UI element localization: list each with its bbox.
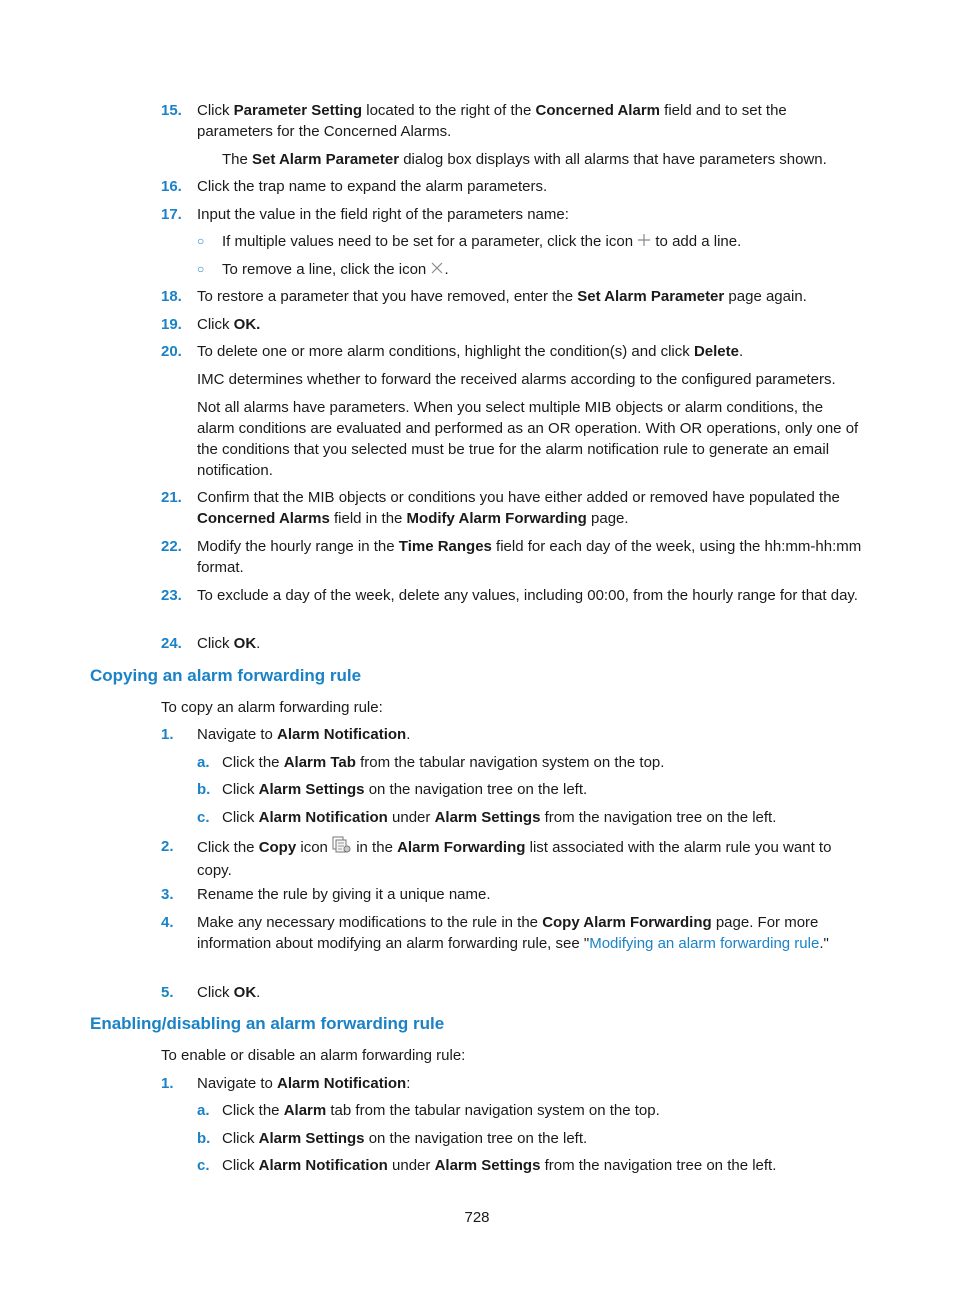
step-text: To restore a parameter that you have removed, enter the Set Alarm Parameter page again. — [197, 288, 807, 305]
substep-letter: b. — [197, 1130, 211, 1147]
step-text: To exclude a day of the week, delete any values, including 00:00, from the hourly range for that day. — [197, 587, 858, 604]
step-text: Click OK. — [197, 984, 261, 1001]
step-text: Make any necessary modifications to the rule in the Copy Alarm Forwarding page. For more information about modifying an alarm forwarding rule, see "Modifying an alarm forwarding rule." — [197, 914, 829, 952]
step-number: 1. — [161, 726, 174, 743]
section-heading: Enabling/disabling an alarm forwarding rule — [90, 1014, 445, 1033]
step-number: 24. — [161, 635, 182, 652]
page-number: 728 — [464, 1209, 490, 1226]
step-number: 22. — [161, 538, 182, 555]
step-number: 18. — [161, 288, 182, 305]
bullet-text: To remove a line, click the icon . — [222, 259, 864, 281]
step-text: Navigate to Alarm Notification: — [197, 1075, 411, 1092]
step-text: Modify the hourly range in the Time Ranges field for each day of the week, using the hh:mm-hh:mm format. — [197, 538, 862, 576]
step-number: 2. — [161, 838, 174, 855]
step-number: 21. — [161, 489, 182, 506]
bullet-text: If multiple values need to be set for a parameter, click the icon to add a line. — [222, 231, 864, 253]
bullet-icon: ○ — [197, 234, 205, 248]
step-text: Input the value in the field right of the parameters name: — [197, 206, 569, 223]
step-number: 4. — [161, 914, 174, 931]
substep-text: Click Alarm Settings on the navigation tree on the left. — [222, 1130, 588, 1147]
section-intro: To copy an alarm forwarding rule: — [161, 699, 383, 716]
step-number: 3. — [161, 886, 174, 903]
step-paragraph: Not all alarms have parameters. When you select multiple MIB objects or alarm conditions, the alarm conditions are evaluated and performed as an OR operation. With OR operations, only one of the conditions that you selected must be true for the alarm notification rule to generate an email notification. — [197, 399, 859, 479]
cross-reference-link[interactable]: Modifying an alarm forwarding rule — [589, 935, 820, 952]
substep-letter: c. — [197, 809, 210, 826]
plus-icon — [637, 232, 651, 253]
substep-text: Click Alarm Notification under Alarm Settings from the navigation tree on the left. — [222, 1157, 777, 1174]
step-number: 16. — [161, 178, 182, 195]
step-text: Click the Copy icon in the Alarm Forwarding list associated with the alarm rule you want to copy. — [197, 836, 864, 881]
step-text: Click the trap name to expand the alarm parameters. — [197, 178, 548, 195]
step-text: Navigate to Alarm Notification. — [197, 726, 411, 743]
substep-text: Click Alarm Notification under Alarm Settings from the navigation tree on the left. — [222, 809, 777, 826]
section-intro: To enable or disable an alarm forwarding rule: — [161, 1047, 466, 1064]
substep-letter: a. — [197, 1102, 210, 1119]
step-number: 20. — [161, 343, 182, 360]
bullet-icon: ○ — [197, 262, 205, 276]
section-heading: Copying an alarm forwarding rule — [90, 666, 362, 685]
copy-icon — [332, 836, 352, 860]
substep-text: Click the Alarm Tab from the tabular navigation system on the top. — [222, 754, 665, 771]
step-paragraph: IMC determines whether to forward the received alarms according to the configured parameters. — [197, 371, 836, 388]
step-number: 1. — [161, 1075, 174, 1092]
step-text: Click OK. — [197, 635, 261, 652]
step-number: 19. — [161, 316, 182, 333]
step-number: 5. — [161, 984, 174, 1001]
step-text: Rename the rule by giving it a unique name. — [197, 886, 491, 903]
x-icon — [430, 260, 444, 281]
step-text: To delete one or more alarm conditions, highlight the condition(s) and click Delete. — [197, 343, 744, 360]
step-number: 23. — [161, 587, 182, 604]
step-note: The Set Alarm Parameter dialog box displays with all alarms that have parameters shown. — [222, 151, 827, 168]
substep-letter: c. — [197, 1157, 210, 1174]
substep-letter: a. — [197, 754, 210, 771]
step-number: 15. — [161, 102, 182, 119]
substep-text: Click the Alarm tab from the tabular navigation system on the top. — [222, 1102, 660, 1119]
step-number: 17. — [161, 206, 182, 223]
step-text: Confirm that the MIB objects or conditions you have either added or removed have populated the Concerned Alarms field in the Modify Alarm Forwarding page. — [197, 489, 840, 527]
substep-letter: b. — [197, 781, 211, 798]
step-text: Click OK. — [197, 316, 261, 333]
step-text: Click Parameter Setting located to the right of the Concerned Alarm field and to set the parameters for the Concerned Alarms. — [197, 102, 787, 140]
substep-text: Click Alarm Settings on the navigation tree on the left. — [222, 781, 588, 798]
